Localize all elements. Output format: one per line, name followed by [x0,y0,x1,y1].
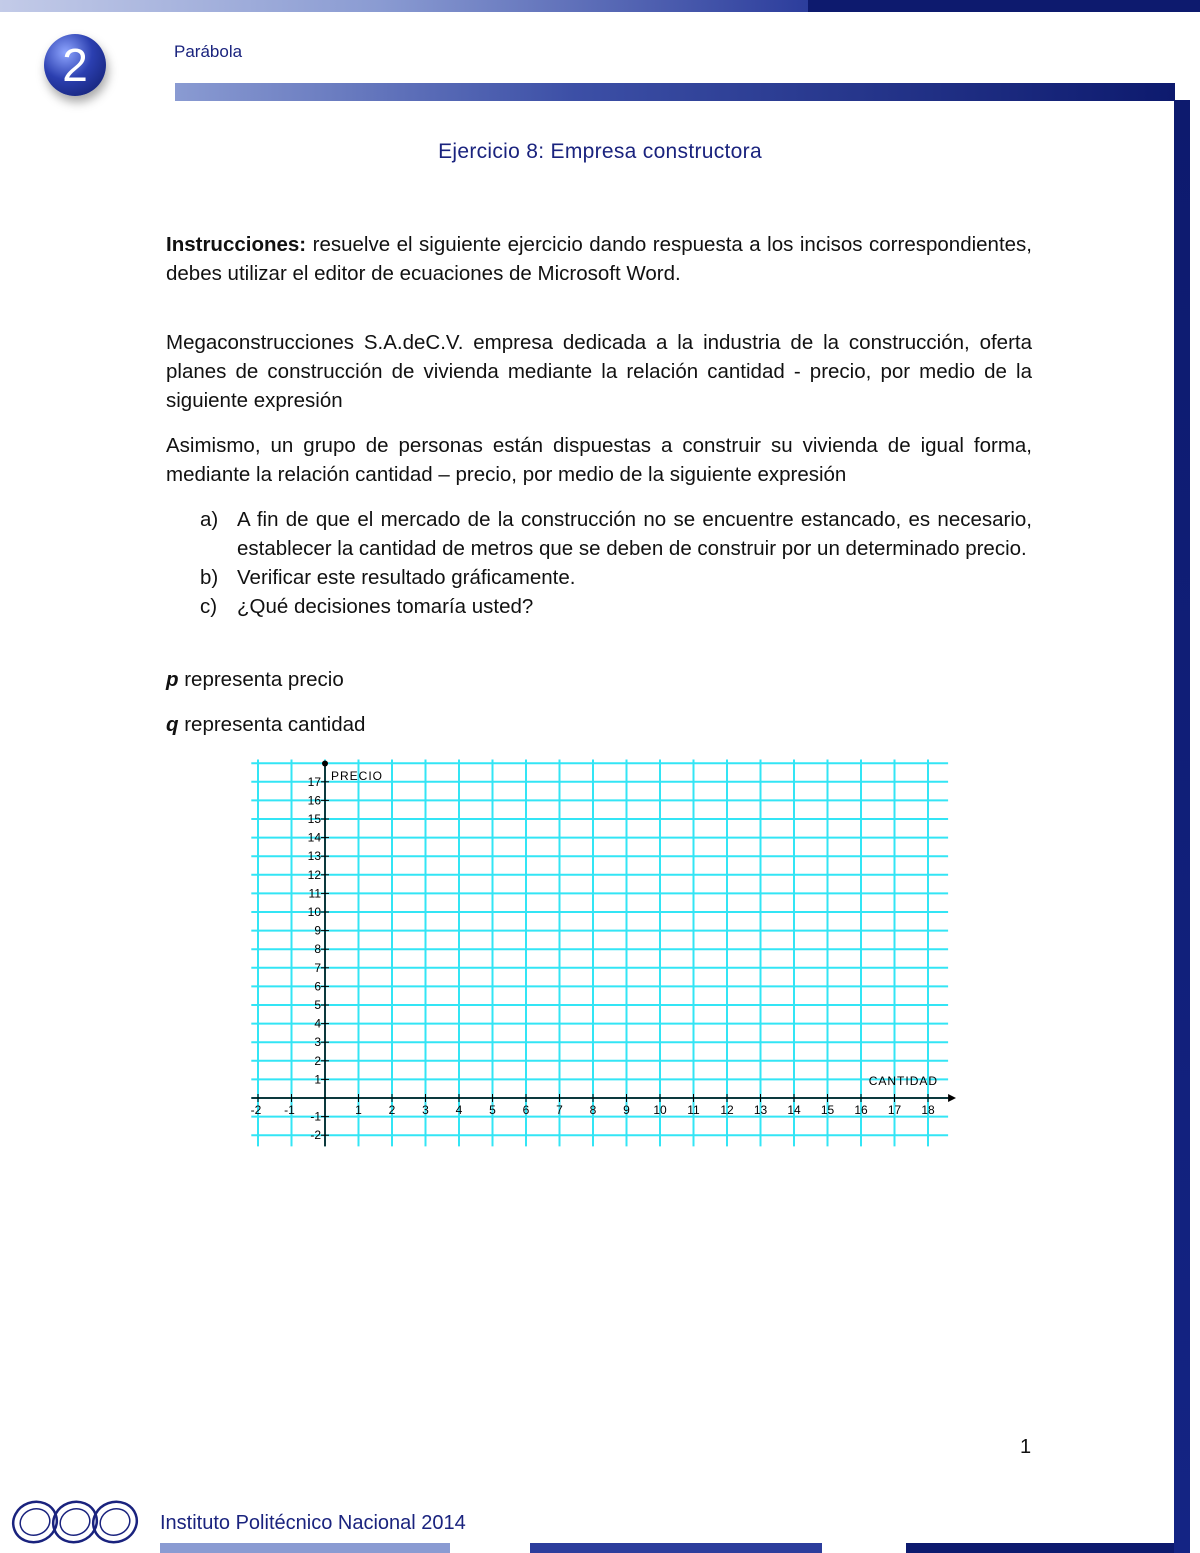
x-tick-label: 17 [887,1103,902,1117]
x-tick-label: 16 [854,1103,868,1117]
question-marker: c) [200,595,218,618]
x-tick-label: 14 [787,1103,801,1117]
x-tick-label: 18 [921,1103,935,1117]
header-rule [175,83,1175,101]
chapter-topic: Parábola [174,42,243,61]
x-tick-label: 2 [388,1103,396,1117]
y-tick-label: -1 [310,1109,321,1124]
problem-paragraph-1: Megaconstrucciones S.A.deC.V. empresa dedicada a la industria de la construcción, oferta planes de construcción de vivienda mediante la relación cantidad - precio, por medio de la siguiente expresión [166,331,1032,412]
x-tick-label: 6 [522,1103,530,1117]
x-tick-label: 5 [489,1103,496,1117]
problem-paragraph-2: Asimismo, un grupo de personas están dispuestas a construir su vivienda de igual forma, mediante la relación cantidad – precio, por medio de la siguiente expresión [166,434,1032,486]
y-axis-arrow-dot [322,760,328,766]
y-tick-label: 2 [314,1053,321,1068]
footer-institution: Instituto Politécnico Nacional 2014 [160,1512,466,1534]
exercise-name: Empresa constructora [544,140,762,163]
question-text: Verificar este resultado gráficamente. [237,566,576,589]
x-tick-label: 15 [820,1103,835,1117]
exercise-title [0,140,1200,164]
exercise-number: Ejercicio 8: [438,140,545,163]
y-tick-label: 13 [307,849,321,864]
x-tick-label: 13 [753,1103,768,1117]
x-axis-arrowhead [948,1094,956,1102]
question-item [200,592,1032,621]
variable-p-definition [166,668,344,692]
x-axis-title: CANTIDAD [868,1074,939,1088]
y-tick-label: 1 [314,1072,321,1087]
x-tick-label: 1 [355,1103,362,1117]
right-frame-bar [1174,100,1190,1553]
y-tick-label: 6 [314,979,321,994]
footer-bar-light [160,1543,450,1553]
y-tick-label: 16 [307,793,321,808]
y-tick-label: 8 [314,942,321,957]
question-text: A fin de que el mercado de la construcción no se encuentre estancado, es necesario, establecer la cantidad de metros que se deben de construir por un determinado precio. [237,508,1032,560]
x-tick-label: -2 [250,1103,262,1117]
variable-symbol: p [166,668,179,691]
x-tick-label: 12 [720,1103,734,1117]
y-tick-label: 5 [314,998,321,1012]
y-tick-label: 14 [307,830,321,845]
y-tick-label: 4 [314,1016,321,1031]
x-tick-label: 8 [589,1103,597,1117]
question-marker: a) [200,508,219,531]
x-tick-label: 4 [455,1103,463,1117]
x-tick-label: 9 [623,1103,630,1117]
cartesian-grid-chart [244,752,956,1148]
x-tick-label: 11 [687,1103,700,1117]
y-tick-label: 9 [314,923,321,938]
x-tick-label: 10 [653,1103,667,1117]
instructions-text: resuelve el siguiente ejercicio dando respuesta a los incisos correspondientes, debes utilizar el editor de ecuaciones de Microsoft Word. [166,233,1032,285]
question-text: ¿Qué decisiones tomaría usted? [237,595,534,618]
page-number: 1 [1020,1436,1032,1458]
y-tick-label: -2 [310,1128,321,1143]
instructions-paragraph [166,230,1032,288]
question-item [200,505,1032,563]
y-tick-label: 11 [308,886,321,901]
variable-q-definition [166,713,365,737]
variable-description: representa cantidad [178,713,366,736]
variable-description: representa precio [178,668,344,691]
y-tick-label: 7 [314,960,321,975]
question-list [200,505,1032,621]
y-tick-label: 10 [307,905,321,919]
top-decorative-band [0,0,1200,12]
footer-bar-dark [906,1543,1174,1553]
ipn-rings-logo [10,1496,160,1548]
x-tick-label: -1 [284,1103,295,1117]
footer-bar-mid [530,1543,822,1553]
y-tick-label: 15 [307,812,321,826]
y-tick-label: 17 [307,774,321,789]
question-marker: b) [200,566,219,589]
y-tick-label: 3 [314,1035,321,1050]
y-axis-title: PRECIO [331,768,384,783]
chapter-number-badge: 2 [44,34,106,96]
y-tick-label: 12 [307,867,321,882]
variable-symbol: q [166,713,179,736]
question-item [200,563,1032,592]
x-tick-label: 3 [422,1103,429,1117]
x-tick-label: 7 [556,1103,563,1117]
instructions-label: Instrucciones: [166,233,307,256]
